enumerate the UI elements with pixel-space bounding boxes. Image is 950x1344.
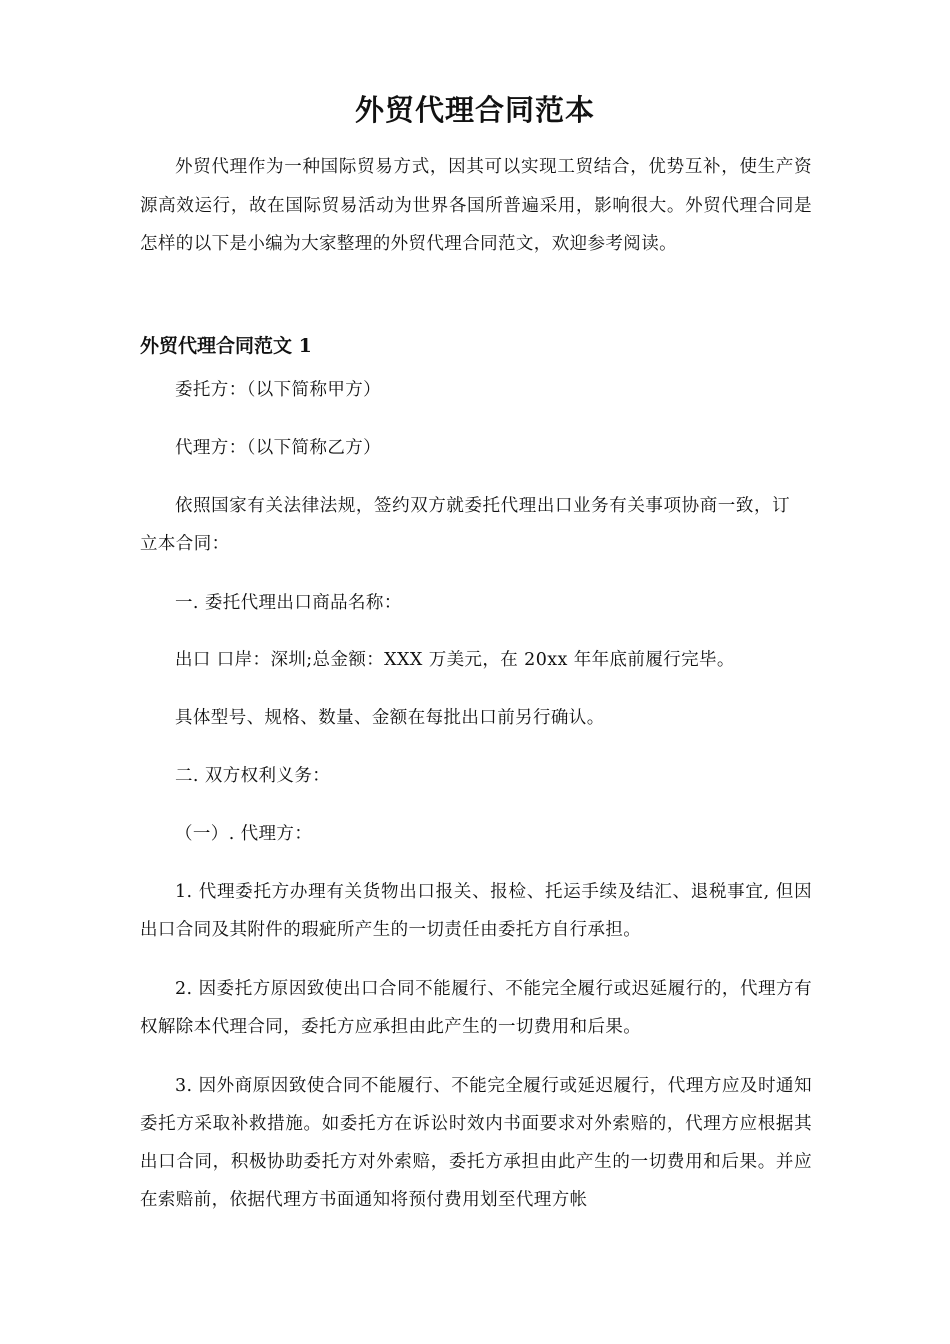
paragraph-preamble: 依照国家有关法律法规，签约双方就委托代理出口业务有关事项协商一致，订立本合同： (140, 496, 790, 554)
paragraph-principal: 委托方：（以下简称甲方） (175, 380, 382, 400)
paragraph-clause-1-heading: 一. 委托代理出口商品名称： (175, 593, 402, 613)
paragraph-clause-2-heading: 二. 双方权利义务： (175, 766, 331, 786)
paragraph-item-2: 2. 因委托方原因致使出口合同不能履行、不能完全履行或迟延履行的，代理方有权解除本代理合同，委托方应承担由此产生的一切费用和后果。 (140, 979, 812, 1037)
document-title: 外贸代理合同范本 (354, 93, 595, 127)
paragraph-specifications: 具体型号、规格、数量、金额在每批出口前另行确认。 (175, 708, 605, 728)
paragraph-port-amount: 出口 口岸：深圳;总金额：XXX 万美元，在 20xx 年年底前履行完毕。 (175, 650, 735, 670)
paragraph-item-1: 1. 代理委托方办理有关货物出口报关、报检、托运手续及结汇、退税事宜, 但因出口合同及其附件的瑕疵所产生的一切责任由委托方自行承担。 (140, 882, 812, 940)
paragraph-item-3: 3. 因外商原因致使合同不能履行、不能完全履行或延迟履行，代理方应及时通知委托方采取补救措施。如委托方在诉讼时效内书面要求对外索赔的，代理方应根据其出口合同，积极协助委托方对外索赔，委托方承担由此产生的一切费用和后果。并应在索赔前，依据代理方书面通知将预付费用划至代理方帐 (140, 1076, 812, 1210)
intro-paragraph: 外贸代理作为一种国际贸易方式，因其可以实现工贸结合，优势互补，使生产资源高效运行，故在国际贸易活动为世界各国所普遍采用，影响很大。外贸代理合同是怎样的以下是小编为大家整理的外贸代理合同范文，欢迎参考阅读。 (140, 157, 812, 254)
section-heading: 外贸代理合同范文 1 (140, 335, 312, 357)
paragraph-agent: 代理方：（以下简称乙方） (175, 438, 382, 458)
paragraph-agent-subheading: （一）. 代理方： (175, 824, 313, 844)
